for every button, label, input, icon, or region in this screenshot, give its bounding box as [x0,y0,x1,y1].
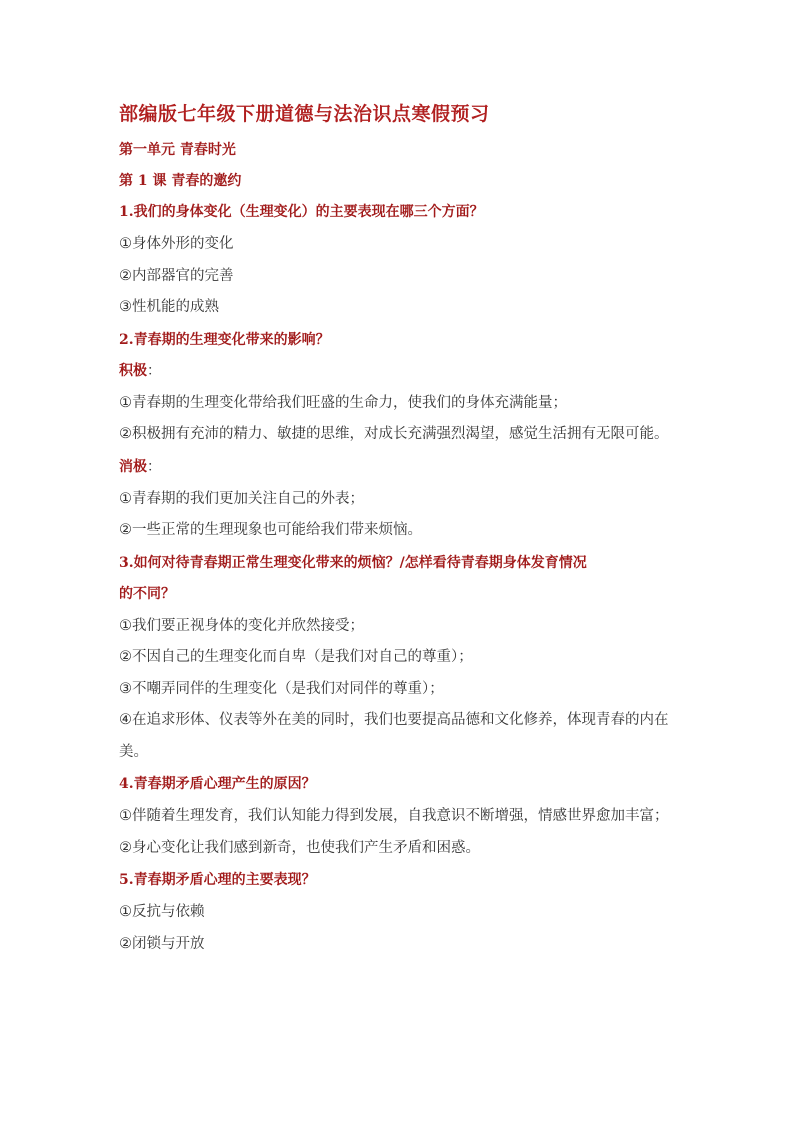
list-item: ④在追求形体、仪表等外在美的同时，我们也要提高品德和文化修养，体现青春的内在美。 [119,712,669,760]
question-2: 2.青春期的生理变化带来的影响？ [119,331,330,348]
document-title: 部编版七年级下册道德与法治识点寒假预习 [119,103,490,125]
answer-list-4 [119,801,679,864]
answer-list-2-positive [119,388,679,451]
question-3 [119,553,679,604]
positive-label-colon: ： [147,362,161,379]
answer-list-5 [119,897,679,960]
list-item: ②内部器官的完善 [119,267,234,284]
negative-label-text: 消极 [119,458,147,475]
list-item: ②一些正常的生理现象也可能给我们带来烦恼。 [119,522,422,538]
list-item: ②不因自己的生理变化而自卑（是我们对自己的尊重）； [119,649,473,665]
question-5: 5.青春期矛盾心理的主要表现？ [119,872,316,888]
list-item: ①反抗与依赖 [119,904,205,920]
answer-list-3 [119,611,679,769]
question-3-line-2: 的不同？ [119,585,175,602]
list-item: ③不嘲弄同伴的生理变化（是我们对同伴的尊重）； [119,680,444,697]
list-item: ①身体外形的变化 [119,236,234,252]
list-item: ②积极拥有充沛的精力、敏捷的思维，对成长充满强烈渴望，感觉生活拥有无限可能。 [119,426,669,442]
list-item: ①青春期的我们更加关注自己的外表； [119,490,364,507]
question-1: 1.我们的身体变化（生理变化）的主要表现在哪三个方面？ [119,204,484,220]
unit-heading: 第一单元 青春时光 [119,142,236,158]
question-3-line-1: 3.如何对待青春期正常生理变化带来的烦恼？/怎样看待青春期身体发育情况 [119,554,587,571]
lesson-heading: 第 1 课 青春的邀约 [119,173,242,189]
negative-label-colon: ： [147,458,161,475]
list-item: ①我们要正视身体的变化并欣然接受； [119,617,364,634]
answer-list-2-negative [119,484,679,547]
list-item: ②闭锁与开放 [119,935,205,952]
negative-label [119,457,679,477]
list-item: ①伴随着生理发育，我们认知能力得到发展，自我意识不断增强，情感世界愈加丰富； [119,808,669,824]
question-4: 4.青春期矛盾心理产生的原因？ [119,776,316,792]
list-item: ①青春期的生理变化带给我们旺盛的生命力，使我们的身体充满能量； [119,394,567,411]
answer-list-1 [119,229,679,324]
list-item: ②身心变化让我们感到新奇，也使我们产生矛盾和困惑。 [119,839,480,856]
list-item: ③性机能的成熟 [119,299,219,315]
positive-label [119,361,679,381]
document-page [119,100,679,966]
positive-label-text: 积极 [119,362,147,379]
